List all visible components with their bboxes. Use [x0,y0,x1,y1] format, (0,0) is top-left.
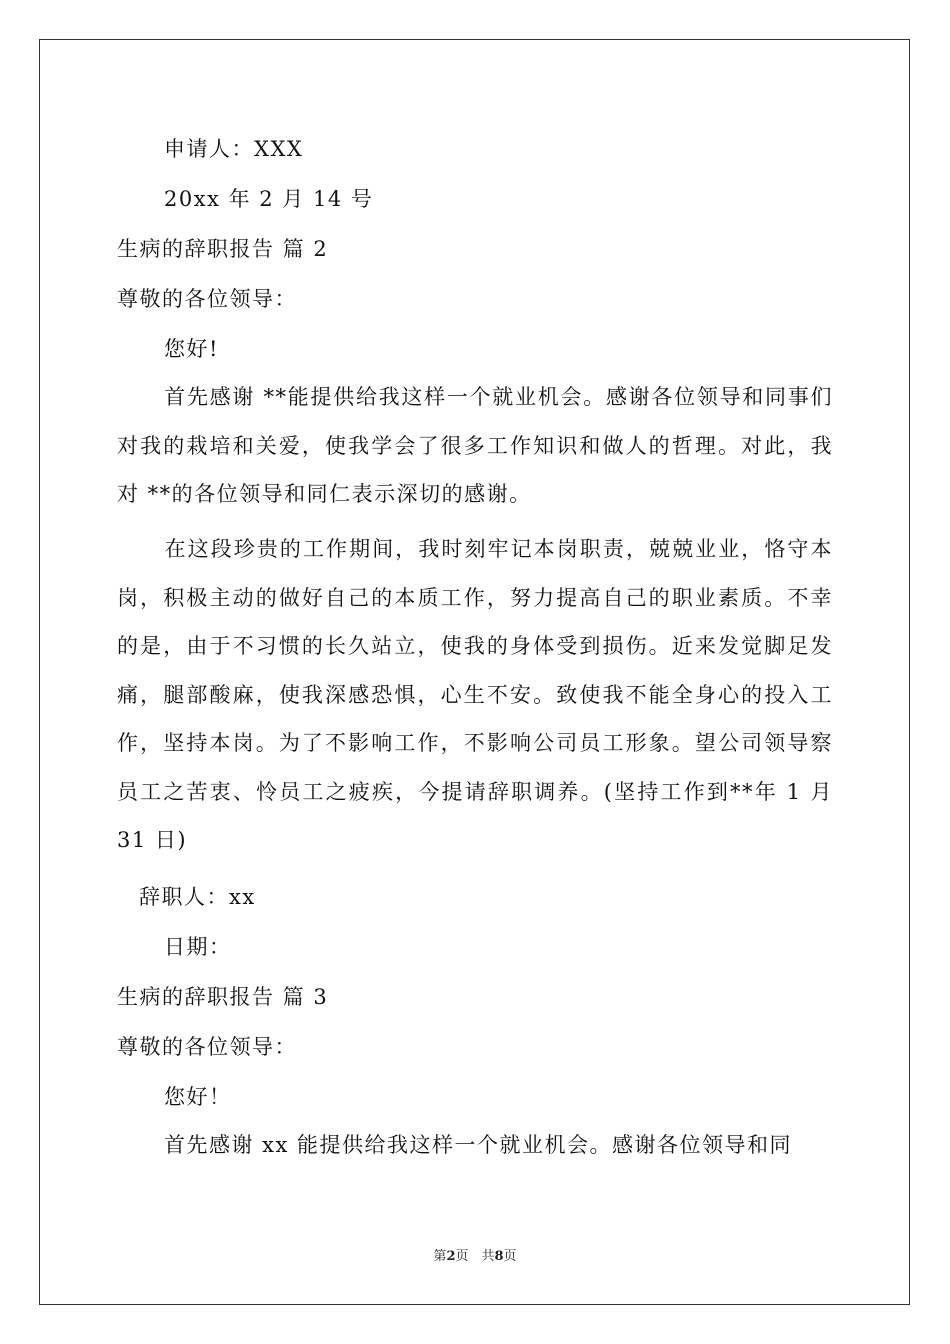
date-line: 20xx 年 2 月 14 号 [164,187,374,211]
section-title-2: 生病的辞职报告 篇 2 [117,237,329,261]
paragraph-reason-2-text: 在这段珍贵的工作期间，我时刻牢记本岗职责，兢兢业业，恪守本岗，积极主动的做好自己的本质工作，努力提高自己的职业素质。不幸的是，由于不习惯的长久站立，使我的身体受到损伤。近来发觉脚足发痛，腿部酸麻，使我深感恐惧，心生不安。致使我不能全身心的投入工作，坚持本岗。为了不影响工作，不影响公司员工形象。望公司领导察员工之苦衷、怜员工之疲疾，今提请辞职调养。(坚持工作到**年 1 月 31 日) [117,537,833,852]
footer-mid: 页 共 [455,1249,495,1264]
page-footer [0,1248,950,1266]
footer-page-total: 8 [494,1249,504,1264]
date-label-line: 日期： [164,935,232,959]
salutation-2: 尊敬的各位领导： [117,287,297,311]
section-title-3: 生病的辞职报告 篇 3 [117,985,329,1009]
resigner-line: 辞职人：xx [139,885,256,909]
greeting-3: 您好！ [164,1085,232,1109]
footer-page-number: 2 [446,1249,456,1264]
footer-prefix: 第 [433,1249,447,1264]
footer-suffix: 页 [503,1249,517,1264]
paragraph-thanks-2-text: 首先感谢 **能提供给我这样一个就业机会。感谢各位领导和同事们对我的栽培和关爱，使我学会了很多工作知识和做人的哲理。对此，我对 **的各位领导和同仁表示深切的感谢。 [117,385,833,506]
paragraph-thanks-2 [117,373,833,519]
paragraph-reason-2 [117,525,833,865]
greeting-2: 您好! [164,337,219,361]
salutation-3: 尊敬的各位领导： [117,1035,297,1059]
paragraph-thanks-3 [117,1121,833,1170]
applicant-line: 申请人：XXX [164,137,304,161]
paragraph-thanks-3-text: 首先感谢 xx 能提供给我这样一个就业机会。感谢各位领导和同 [164,1133,793,1157]
